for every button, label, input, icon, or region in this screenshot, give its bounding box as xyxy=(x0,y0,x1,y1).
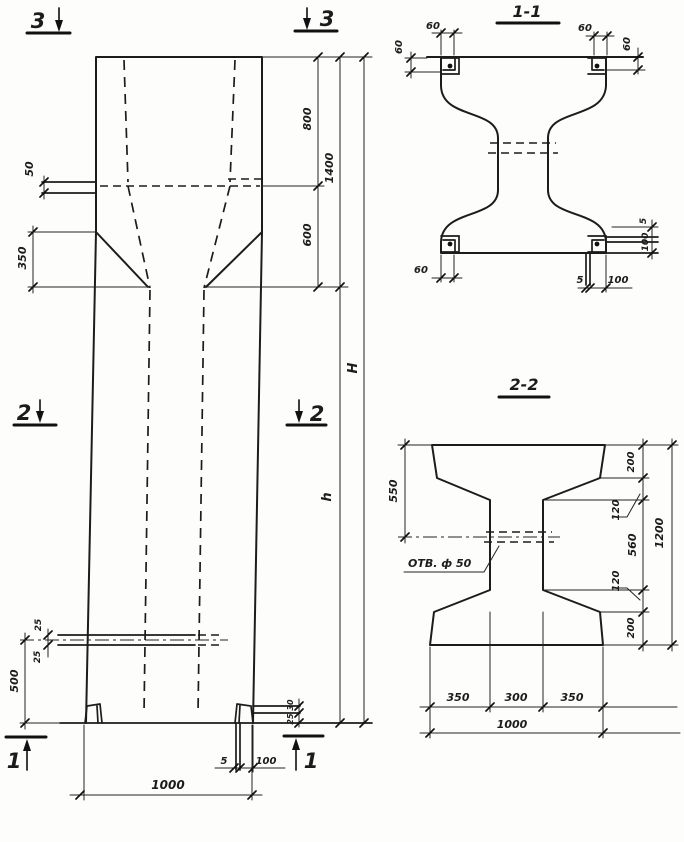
dim-560: 560 xyxy=(626,533,639,557)
section-mark-label: 1 xyxy=(303,749,319,773)
dim-120-bottom: 120 xyxy=(611,570,622,592)
dim-25-foot: 25 xyxy=(286,713,295,725)
dim-1000-section: 1000 xyxy=(496,718,528,731)
dim-60-right: 60 xyxy=(622,37,633,51)
section-arrow-up-icon xyxy=(23,739,31,751)
dim-1400: 1400 xyxy=(323,152,336,184)
anchor-dot xyxy=(448,64,453,69)
elevation-extension-lines xyxy=(20,57,372,800)
section-arrow-down-icon xyxy=(36,411,44,423)
embed-plate-bottom-left xyxy=(441,236,459,252)
section-arrow-down-icon xyxy=(55,20,63,32)
dim-100-right: 100 xyxy=(641,232,651,252)
dim-5: 5 xyxy=(220,756,228,767)
section-arrow-up-icon xyxy=(292,738,300,750)
hidden-web-edges xyxy=(124,60,235,714)
dim-60-top-right: 60 xyxy=(578,23,592,34)
dim-h: h xyxy=(320,492,335,502)
dim-300: 300 xyxy=(504,691,528,704)
section-mark-label: 1 xyxy=(6,749,22,773)
dim-25-upper: 25 xyxy=(34,618,44,632)
dim-600: 600 xyxy=(301,223,314,247)
anchor-dot xyxy=(595,64,600,69)
section-mark-2-left xyxy=(14,400,56,425)
dim-30: 30 xyxy=(286,699,295,711)
dim-H: H xyxy=(346,362,361,374)
ledge-lines xyxy=(42,182,96,193)
dim-120-top: 120 xyxy=(611,499,622,521)
section-1-1-view xyxy=(394,2,658,292)
embed-plate-top-left xyxy=(441,58,459,74)
section-mark-label: 2 xyxy=(309,402,325,426)
column-outline xyxy=(86,57,262,723)
section-mark-label: 2 xyxy=(16,401,32,425)
section-2-2-outline xyxy=(430,445,605,645)
section-arrow-down-icon xyxy=(303,18,311,30)
section-2-2-title: 2-2 xyxy=(509,375,539,394)
dim-1000: 1000 xyxy=(151,778,185,792)
anchor-dot xyxy=(595,242,600,247)
section-2-2-extension-lines xyxy=(398,445,678,738)
dim-350-left: 350 xyxy=(446,691,470,704)
dim-100-bottom: 100 xyxy=(607,275,629,286)
section-mark-1-right xyxy=(284,736,323,773)
section-1-1-dimension-lines xyxy=(411,33,652,288)
section-mark-2-right xyxy=(287,400,326,426)
section-mark-1-left xyxy=(6,737,46,773)
elevation-view xyxy=(6,7,372,800)
dim-60-top-left: 60 xyxy=(426,21,440,32)
section-mark-label: 3 xyxy=(30,9,46,33)
embed-plate-top-right xyxy=(588,58,606,74)
dim-25-lower: 25 xyxy=(33,650,43,664)
dim-350: 350 xyxy=(16,246,29,270)
hidden-ledge-lines xyxy=(100,179,261,186)
section-arrow-down-icon xyxy=(295,411,303,423)
dim-5-bottom: 5 xyxy=(576,275,584,286)
left-foot xyxy=(85,704,102,723)
dim-60-left: 60 xyxy=(394,40,405,54)
section-2-2-dim-ticks xyxy=(401,441,676,737)
dim-100: 100 xyxy=(255,756,277,767)
dim-60-bottom-left: 60 xyxy=(414,265,428,276)
section-mark-3-right xyxy=(295,7,337,31)
right-foot xyxy=(235,704,253,723)
dim-550: 550 xyxy=(387,479,400,503)
anchor-dot xyxy=(448,242,453,247)
section-mark-label: 3 xyxy=(319,7,335,31)
dim-200-bottom: 200 xyxy=(626,617,637,639)
dim-350-right: 350 xyxy=(560,691,584,704)
section-1-1-outline xyxy=(427,57,643,253)
hole-label: ОТВ. ф 50 xyxy=(408,557,472,570)
dim-800: 800 xyxy=(301,107,314,131)
dim-1200: 1200 xyxy=(653,517,666,549)
section-2-2-view xyxy=(387,375,680,738)
dim-500: 500 xyxy=(8,669,21,693)
dim-50: 50 xyxy=(23,161,36,177)
dim-5-right: 5 xyxy=(639,217,649,225)
dim-200-top: 200 xyxy=(626,451,637,473)
embed-plate-bottom-right xyxy=(588,236,606,252)
section-mark-3-left xyxy=(27,8,70,33)
section-1-1-title: 1-1 xyxy=(512,2,542,21)
